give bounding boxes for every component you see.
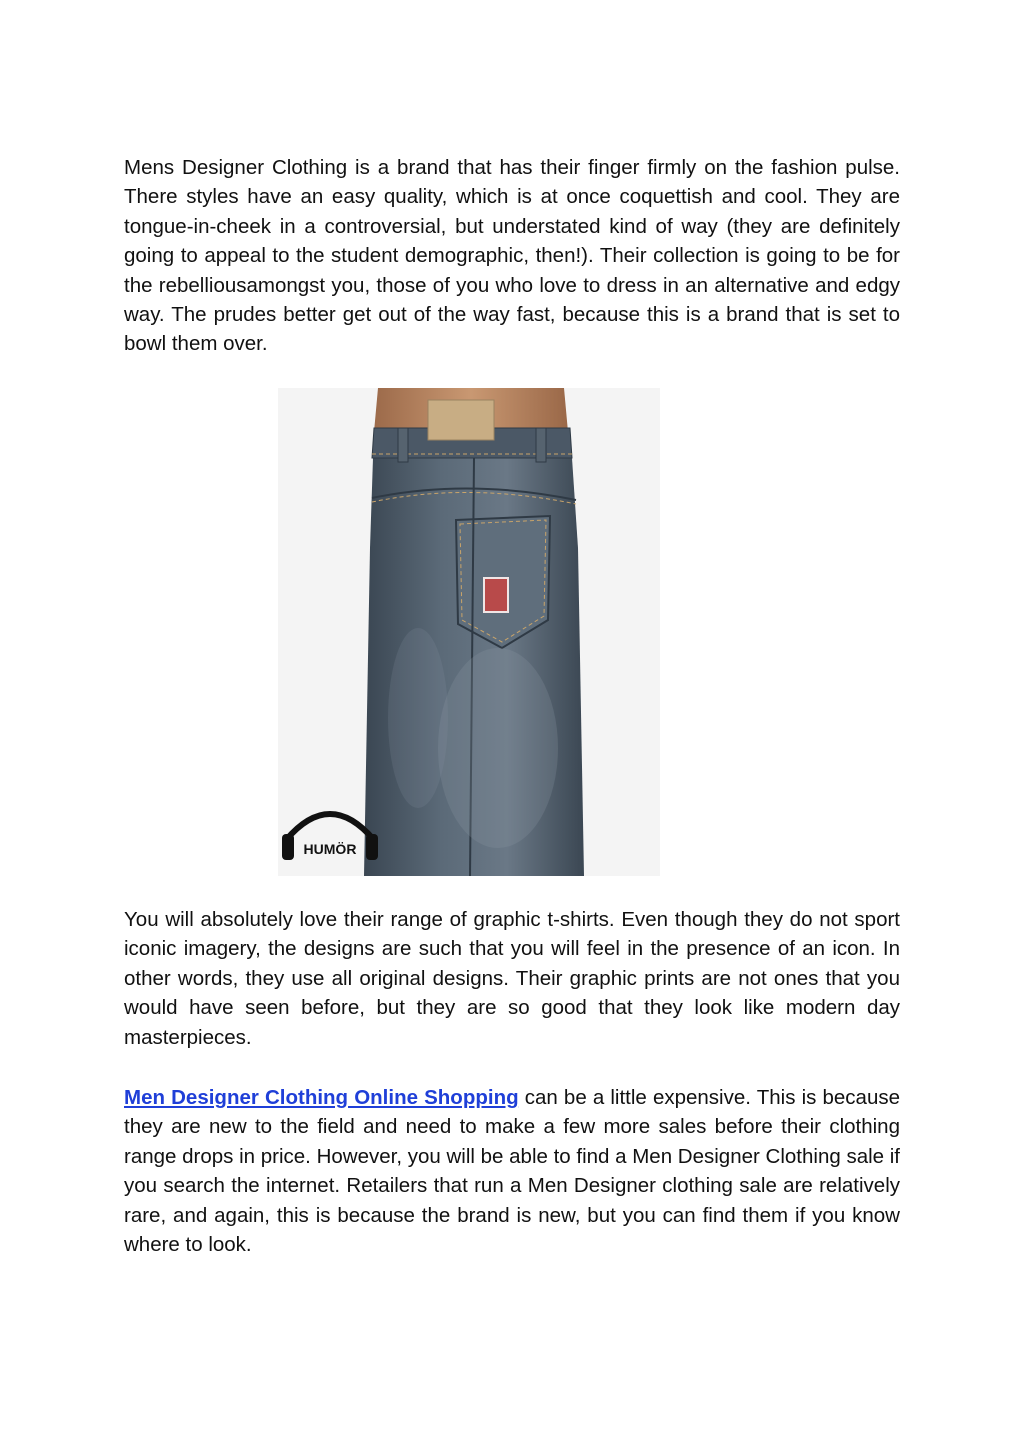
jeans-illustration	[278, 388, 660, 876]
online-shopping-link[interactable]: Men Designer Clothing Online Shopping	[124, 1086, 519, 1109]
shopping-paragraph	[124, 1083, 900, 1259]
tshirts-paragraph: You will absolutely love their range of graphic t-shirts. Even though they do not sport iconic imagery, the designs are such that you will feel in the presence of an icon. In other words, they use all original designs. Their graphic prints are not ones that you would have seen before, but they are so good that they look like modern day masterpieces.	[124, 908, 900, 1049]
jeans-product-image	[278, 388, 660, 876]
intro-paragraph: Mens Designer Clothing is a brand that has their finger firmly on the fashion pulse. There styles have an easy quality, which is at once coquettish and cool. They are tongue-in-cheek in a controversial, but understated kind of way (they are definitely going to appeal to the student demographic, then!). Their collection is going to be for the rebelliousamongst you, those of you who love to dress in an alternative and edgy way. The prudes better get out of the way fast, because this is a brand that is set to bowl them over.	[124, 156, 900, 356]
logo-text: HUMÖR	[303, 841, 357, 857]
shopping-paragraph-text: can be a little expensive. This is because they are new to the field and need to make a few more sales before their clothing range drops in price. However, you will be able to find a Men Designer Clothing sale if you search the internet. Retailers that run a Men Designer clothing sale are relatively rare, and again, this is because the brand is new, but you can find them if you know where to look.	[124, 1086, 901, 1257]
